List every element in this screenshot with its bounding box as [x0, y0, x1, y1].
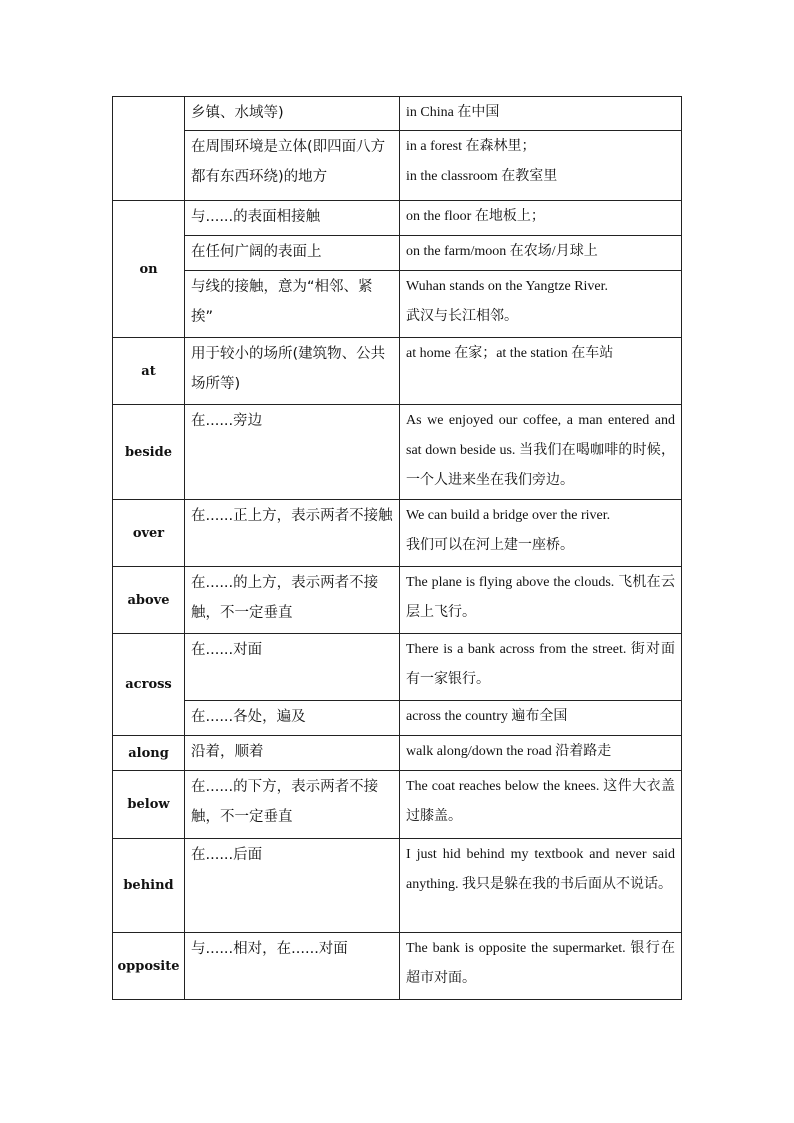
preposition-cell: on [113, 201, 185, 338]
table-row [113, 405, 682, 500]
usage-cell: 在......对面 [185, 634, 400, 701]
example-cell: The coat reaches below the knees. 这件大衣盖过膝盖。 [400, 771, 682, 839]
example-cell: The plane is flying above the clouds. 飞机在云层上飞行。 [400, 567, 682, 634]
table-row [113, 338, 682, 405]
usage-cell: 在周围环境是立体(即四面八方都有东西环绕)的地方 [185, 131, 400, 201]
table-row [113, 634, 682, 701]
preposition-cell: along [113, 736, 185, 771]
example-line: in the classroom 在教室里 [406, 169, 558, 184]
preposition-cell: opposite [113, 933, 185, 1000]
example-line: 武汉与长江相邻。 [406, 309, 518, 324]
table-row [113, 567, 682, 634]
table-row [113, 771, 682, 839]
example-cell: across the country 遍布全国 [400, 701, 682, 736]
preposition-cell: at [113, 338, 185, 405]
usage-cell: 与线的接触，意为“相邻、紧挨” [185, 271, 400, 338]
example-line: We can build a bridge over the river. [406, 508, 611, 523]
preposition-cell [113, 97, 185, 201]
preposition-cell: above [113, 567, 185, 634]
example-cell: at home 在家；at the station 在车站 [400, 338, 682, 405]
usage-cell: 在......后面 [185, 839, 400, 933]
usage-cell: 在......的上方，表示两者不接触，不一定垂直 [185, 567, 400, 634]
preposition-table [112, 96, 682, 1000]
example-cell: The bank is opposite the supermarket. 银行在超市对面。 [400, 933, 682, 1000]
example-cell: on the floor 在地板上； [400, 201, 682, 236]
usage-cell: 在......各处，遍及 [185, 701, 400, 736]
usage-cell: 在任何广阔的表面上 [185, 236, 400, 271]
table-row [113, 500, 682, 567]
example-line: 我们可以在河上建一座桥。 [406, 538, 574, 553]
table-row [113, 236, 682, 271]
preposition-cell: across [113, 634, 185, 736]
preposition-cell: over [113, 500, 185, 567]
usage-cell: 用于较小的场所(建筑物、公共场所等) [185, 338, 400, 405]
example-cell: As we enjoyed our coffee, a man entered and sat down beside us. 当我们在喝咖啡的时候，一个人进来坐在我们旁边。 [400, 405, 682, 500]
table-row [113, 131, 682, 201]
preposition-cell: below [113, 771, 185, 839]
table-row [113, 701, 682, 736]
example-cell [400, 500, 682, 567]
table-row [113, 271, 682, 338]
example-line: Wuhan stands on the Yangtze River. [406, 279, 609, 294]
usage-cell: 沿着，顺着 [185, 736, 400, 771]
usage-cell: 在......的下方，表示两者不接触，不一定垂直 [185, 771, 400, 839]
table-row [113, 736, 682, 771]
usage-cell: 在......旁边 [185, 405, 400, 500]
table-row [113, 201, 682, 236]
example-cell: walk along/down the road 沿着路走 [400, 736, 682, 771]
example-cell [400, 271, 682, 338]
example-cell: on the farm/moon 在农场/月球上 [400, 236, 682, 271]
example-cell: I just hid behind my textbook and never said anything. 我只是躲在我的书后面从不说话。 [400, 839, 682, 933]
example-cell: in China 在中国 [400, 97, 682, 131]
usage-cell: 与......的表面相接触 [185, 201, 400, 236]
table-row [113, 97, 682, 131]
table-row [113, 839, 682, 933]
usage-cell: 在......正上方，表示两者不接触 [185, 500, 400, 567]
example-line: in a forest 在森林里； [406, 139, 536, 154]
example-cell [400, 131, 682, 201]
usage-cell: 乡镇、水域等) [185, 97, 400, 131]
preposition-cell: behind [113, 839, 185, 933]
table-row [113, 933, 682, 1000]
example-cell: There is a bank across from the street. 街对面有一家银行。 [400, 634, 682, 701]
preposition-cell: beside [113, 405, 185, 500]
usage-cell: 与......相对，在......对面 [185, 933, 400, 1000]
